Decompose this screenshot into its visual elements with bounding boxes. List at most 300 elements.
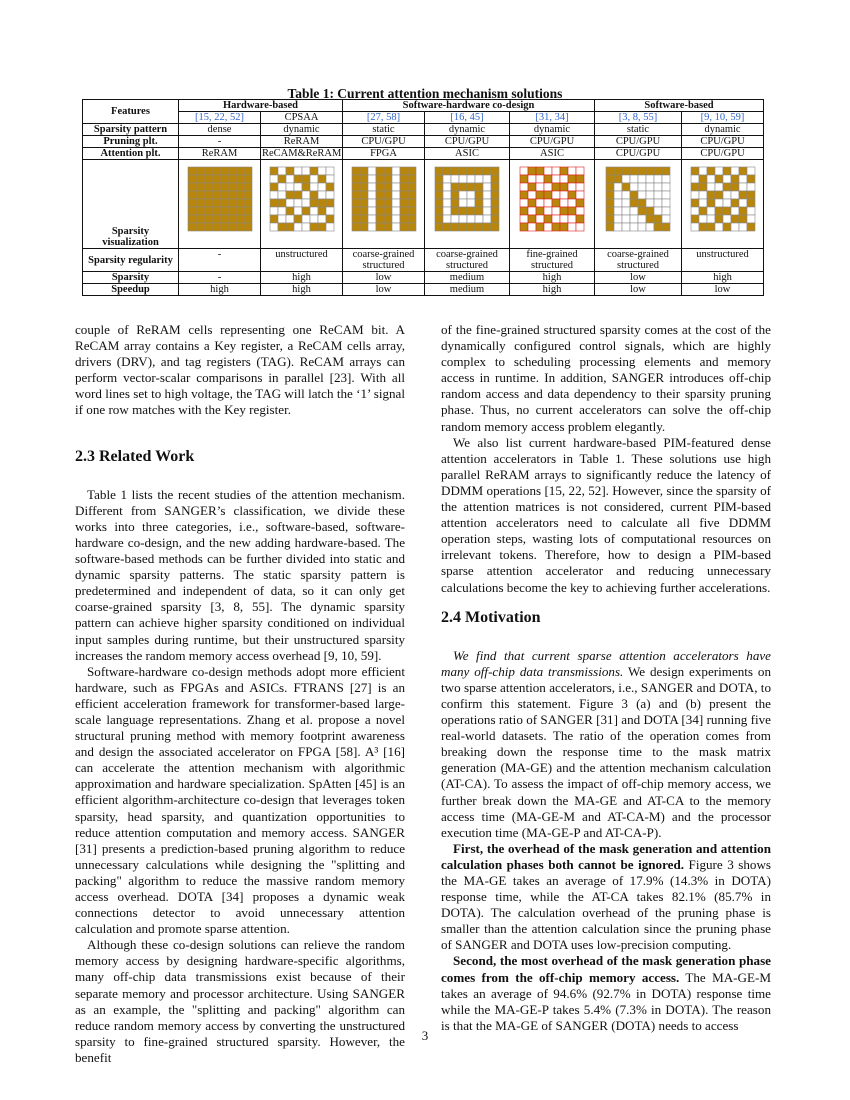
grid-cell-empty [536, 183, 544, 191]
table-cell: medium [425, 272, 510, 284]
grid-cell-filled [384, 207, 392, 215]
grid-cell-filled [528, 199, 536, 207]
table-cell: coarse-grained structured [343, 249, 425, 272]
grid-cell-empty [392, 191, 400, 199]
grid-cell-filled [408, 175, 416, 183]
grid-cell-filled [451, 223, 459, 231]
row-label: Sparsity [83, 272, 179, 284]
grid-cell-empty [318, 191, 326, 199]
grid-cell-empty [576, 191, 584, 199]
grid-cell-empty [568, 199, 576, 207]
grid-cell-empty [520, 183, 528, 191]
grid-cell-empty [576, 223, 584, 231]
grid-cell-filled [236, 207, 244, 215]
grid-cell-empty [270, 191, 278, 199]
grid-cell-filled [739, 191, 747, 199]
table-row [83, 124, 764, 136]
grid-cell-filled [699, 175, 707, 183]
table-cell: FPGA [343, 148, 425, 160]
grid-cell-empty [568, 183, 576, 191]
grid-cell-empty [723, 215, 731, 223]
grid-cell-filled [212, 191, 220, 199]
grid-cell-empty [326, 175, 334, 183]
grid-cell-empty [654, 175, 662, 183]
grid-cell-empty [392, 199, 400, 207]
grid-cell-filled [196, 175, 204, 183]
grid-cell-empty [392, 207, 400, 215]
table-cell: ASIC [425, 148, 510, 160]
grid-cell-filled [638, 207, 646, 215]
grid-cell-empty [614, 223, 622, 231]
grid-cell-empty [552, 191, 560, 199]
grid-cell-empty [310, 207, 318, 215]
grid-cell-filled [196, 167, 204, 175]
grid-cell-filled [196, 223, 204, 231]
grid-cell-filled [376, 215, 384, 223]
grid-cell-empty [552, 207, 560, 215]
grid-cell-empty [614, 199, 622, 207]
grid-cell-filled [459, 223, 467, 231]
grid-cell-empty [662, 191, 670, 199]
grid-cell-empty [443, 207, 451, 215]
grid-cell-empty [392, 167, 400, 175]
grid-cell-empty [475, 175, 483, 183]
table-title: Table 1: Current attention mechanism solutions [287, 86, 563, 101]
grid-cell-empty [739, 183, 747, 191]
grid-cell-empty [294, 223, 302, 231]
grid-cell-filled [196, 191, 204, 199]
grid-cell-empty [270, 207, 278, 215]
grid-cell-empty [392, 183, 400, 191]
grid-cell-empty [368, 199, 376, 207]
grid-cell-filled [739, 167, 747, 175]
sparsity-grid-dense [187, 166, 253, 232]
grid-cell-empty [368, 183, 376, 191]
table-cell: CPU/GPU [595, 136, 682, 148]
grid-cell-filled [475, 191, 483, 199]
grid-cell-empty [646, 199, 654, 207]
grid-cell-filled [606, 199, 614, 207]
grid-cell-filled [270, 199, 278, 207]
sparsity-grid-frame [434, 166, 500, 232]
grid-cell-filled [204, 215, 212, 223]
grid-cell-empty [536, 215, 544, 223]
grid-cell-filled [715, 215, 723, 223]
table-cell: static [595, 124, 682, 136]
paragraph [441, 953, 771, 1033]
grid-cell-empty [368, 223, 376, 231]
grid-cell-filled [491, 207, 499, 215]
grid-cell-empty [286, 183, 294, 191]
grid-cell-filled [408, 215, 416, 223]
table-cell: CPU/GPU [682, 148, 764, 160]
viz-cell [343, 160, 425, 249]
grid-cell-filled [528, 215, 536, 223]
grid-cell-empty [483, 207, 491, 215]
grid-cell-empty [294, 183, 302, 191]
grid-cell-filled [646, 167, 654, 175]
grid-cell-filled [459, 167, 467, 175]
grid-cell-filled [560, 167, 568, 175]
grid-cell-filled [691, 167, 699, 175]
grid-cell-filled [435, 191, 443, 199]
table-cell: high [510, 272, 595, 284]
grid-cell-filled [435, 175, 443, 183]
grid-cell-empty [520, 215, 528, 223]
grid-cell-filled [188, 223, 196, 231]
grid-cell-filled [236, 175, 244, 183]
grid-cell-filled [614, 175, 622, 183]
grid-cell-empty [715, 199, 723, 207]
grid-cell-filled [278, 223, 286, 231]
grid-cell-filled [278, 199, 286, 207]
grid-cell-filled [220, 223, 228, 231]
table-cell: medium [425, 284, 510, 296]
grid-cell-filled [310, 191, 318, 199]
grid-cell-filled [220, 167, 228, 175]
grid-cell-filled [244, 183, 252, 191]
grid-cell-empty [483, 215, 491, 223]
grid-cell-filled [408, 167, 416, 175]
grid-cell-filled [707, 223, 715, 231]
grid-cell-filled [520, 175, 528, 183]
grid-cell-empty [528, 175, 536, 183]
grid-cell-filled [236, 215, 244, 223]
grid-cell-filled [699, 223, 707, 231]
grid-cell-filled [630, 191, 638, 199]
row-label: Pruning plt. [83, 136, 179, 148]
grid-cell-empty [731, 191, 739, 199]
table-cell: dynamic [510, 124, 595, 136]
grid-cell-filled [408, 183, 416, 191]
grid-cell-filled [376, 175, 384, 183]
grid-cell-empty [747, 183, 755, 191]
grid-cell-filled [244, 215, 252, 223]
grid-cell-empty [310, 183, 318, 191]
grid-cell-empty [302, 223, 310, 231]
grid-cell-filled [435, 207, 443, 215]
grid-cell-empty [310, 215, 318, 223]
grid-cell-filled [228, 183, 236, 191]
grid-cell-filled [302, 175, 310, 183]
group-header: Software-hardware co-design [343, 100, 595, 112]
column-header[interactable]: [9, 10, 59] [682, 112, 764, 124]
grid-cell-filled [662, 223, 670, 231]
grid-cell-empty [326, 167, 334, 175]
grid-cell-empty [368, 215, 376, 223]
grid-cell-filled [352, 175, 360, 183]
grid-cell-filled [286, 167, 294, 175]
grid-cell-filled [638, 199, 646, 207]
grid-cell-empty [392, 215, 400, 223]
grid-cell-empty [368, 207, 376, 215]
grid-cell-filled [451, 199, 459, 207]
grid-cell-empty [731, 223, 739, 231]
grid-cell-filled [723, 223, 731, 231]
grid-cell-empty [459, 215, 467, 223]
sparsity-grid-unstructured [269, 166, 335, 232]
grid-cell-empty [731, 167, 739, 175]
grid-cell-empty [318, 215, 326, 223]
grid-cell-empty [483, 175, 491, 183]
grid-cell-empty [459, 175, 467, 183]
group-header: Hardware-based [179, 100, 343, 112]
grid-cell-empty [286, 199, 294, 207]
grid-cell-empty [544, 199, 552, 207]
grid-cell-filled [544, 215, 552, 223]
grid-cell-filled [459, 207, 467, 215]
grid-cell-empty [707, 175, 715, 183]
paragraph: of the fine-grained structured sparsity comes at the cost of the dynamically configured control signals, which are highly complex to scheduling processing elements and memory access in runtime. In addition, SANGER introduces off-chip random access and data dependency to their sparsity pruning phase. Thus, no current accelerators can solve the off-chip random memory access problem elegantly. [441, 322, 771, 434]
grid-cell-filled [528, 167, 536, 175]
table-cell: ASIC [510, 148, 595, 160]
grid-cell-filled [606, 207, 614, 215]
grid-cell-filled [228, 167, 236, 175]
grid-cell-filled [188, 175, 196, 183]
grid-cell-filled [699, 207, 707, 215]
table-cell: ReRAM [179, 148, 261, 160]
grid-cell-empty [654, 183, 662, 191]
grid-cell-empty [622, 207, 630, 215]
grid-cell-empty [278, 167, 286, 175]
grid-cell-empty [638, 175, 646, 183]
grid-cell-filled [443, 167, 451, 175]
grid-cell-filled [491, 223, 499, 231]
grid-cell-empty [646, 183, 654, 191]
table-cell: high [179, 284, 261, 296]
grid-cell-filled [204, 167, 212, 175]
grid-cell-filled [196, 183, 204, 191]
grid-cell-filled [568, 207, 576, 215]
grid-cell-filled [408, 223, 416, 231]
table-cell: low [595, 272, 682, 284]
grid-cell-empty [715, 223, 723, 231]
grid-cell-filled [606, 223, 614, 231]
grid-cell-empty [614, 183, 622, 191]
column-header[interactable]: [16, 45] [425, 112, 510, 124]
grid-cell-filled [196, 207, 204, 215]
grid-cell-empty [707, 183, 715, 191]
grid-cell-filled [236, 167, 244, 175]
grid-cell-filled [220, 215, 228, 223]
grid-cell-filled [212, 199, 220, 207]
column-header[interactable]: [31, 34] [510, 112, 595, 124]
grid-cell-filled [244, 175, 252, 183]
grid-cell-filled [491, 183, 499, 191]
grid-cell-filled [352, 223, 360, 231]
grid-cell-empty [392, 223, 400, 231]
grid-cell-filled [400, 199, 408, 207]
grid-cell-filled [723, 207, 731, 215]
grid-cell-filled [707, 199, 715, 207]
grid-cell-filled [228, 223, 236, 231]
grid-cell-empty [691, 175, 699, 183]
grid-cell-filled [384, 191, 392, 199]
grid-cell-filled [731, 183, 739, 191]
grid-cell-filled [475, 199, 483, 207]
grid-cell-filled [747, 175, 755, 183]
table-cell: CPU/GPU [682, 136, 764, 148]
grid-cell-filled [212, 215, 220, 223]
grid-cell-empty [646, 175, 654, 183]
grid-cell-filled [606, 215, 614, 223]
grid-cell-empty [302, 167, 310, 175]
table-row [83, 160, 764, 249]
table-row [83, 148, 764, 160]
grid-cell-filled [576, 199, 584, 207]
grid-cell-filled [491, 191, 499, 199]
grid-cell-empty [747, 167, 755, 175]
grid-cell-filled [622, 183, 630, 191]
grid-cell-empty [278, 191, 286, 199]
grid-cell-empty [443, 199, 451, 207]
grid-cell-empty [459, 199, 467, 207]
grid-cell-filled [384, 175, 392, 183]
row-label: Attention plt. [83, 148, 179, 160]
table-cell: CPU/GPU [510, 136, 595, 148]
grid-cell-empty [654, 191, 662, 199]
table-cell: high [261, 284, 343, 296]
grid-cell-empty [630, 175, 638, 183]
grid-cell-filled [467, 183, 475, 191]
grid-cell-filled [384, 183, 392, 191]
table-cell: low [343, 284, 425, 296]
grid-cell-filled [731, 175, 739, 183]
grid-cell-filled [360, 223, 368, 231]
grid-cell-empty [443, 215, 451, 223]
table-cell: coarse-grained structured [425, 249, 510, 272]
grid-cell-empty [568, 167, 576, 175]
grid-cell-filled [606, 175, 614, 183]
table-cell: high [682, 272, 764, 284]
grid-cell-empty [654, 199, 662, 207]
grid-cell-filled [384, 167, 392, 175]
paragraph: Although these co-design solutions can relieve the random memory access by designing hardware-specific algorithms, many off-chip data transmissions exist because of their separate memory and processor architecture. Using SANGER as an example, the "splitting and packing" algorithm can reduce random memory access by converting the unstructured sparsity to fine-grained structured sparsity. However, the benefit [75, 937, 405, 1065]
grid-cell-filled [747, 199, 755, 207]
section-heading: 2.4 Motivation [441, 608, 541, 626]
grid-cell-empty [326, 223, 334, 231]
grid-cell-filled [606, 167, 614, 175]
grid-cell-filled [646, 207, 654, 215]
paragraph: couple of ReRAM cells representing one ReCAM bit. A ReCAM array contains a Key register, a ReCAM cells array, drivers (DRV), and tag registers (TAG). ReCAM arrays can perform vector-scalar comparisons in parallel [23]. With all word lines set to high voltage, the TAG will latch the ‘1’ signal if one row matches with the Key register. [75, 322, 405, 418]
grid-cell-empty [310, 175, 318, 183]
grid-cell-empty [544, 223, 552, 231]
grid-cell-filled [360, 183, 368, 191]
sparsity-grid-unstructured-2 [690, 166, 756, 232]
grid-cell-filled [475, 207, 483, 215]
grid-cell-filled [560, 183, 568, 191]
grid-cell-filled [400, 215, 408, 223]
table-cell: - [179, 136, 261, 148]
grid-cell-filled [360, 207, 368, 215]
grid-cell-filled [691, 215, 699, 223]
italic-lead: We find that current sparse attention accelerators have many off-chip data transmissions. [441, 647, 771, 679]
column-header[interactable]: [27, 58] [343, 112, 425, 124]
grid-cell-filled [204, 207, 212, 215]
grid-cell-filled [188, 167, 196, 175]
grid-cell-empty [715, 167, 723, 175]
grid-cell-filled [188, 199, 196, 207]
section-heading: 2.3 Related Work [75, 447, 195, 465]
paragraph [441, 841, 771, 954]
grid-cell-filled [352, 199, 360, 207]
grid-cell-empty [286, 215, 294, 223]
grid-cell-empty [576, 167, 584, 175]
table-cell: CPU/GPU [595, 148, 682, 160]
grid-cell-filled [691, 199, 699, 207]
grid-cell-empty [294, 167, 302, 175]
grid-cell-filled [483, 167, 491, 175]
grid-cell-filled [520, 223, 528, 231]
table-row [83, 249, 764, 272]
grid-cell-filled [318, 175, 326, 183]
grid-cell-empty [467, 199, 475, 207]
grid-cell-filled [654, 215, 662, 223]
grid-cell-filled [520, 191, 528, 199]
grid-cell-filled [188, 191, 196, 199]
grid-cell-filled [220, 183, 228, 191]
table-cell: static [343, 124, 425, 136]
grid-cell-empty [302, 215, 310, 223]
grid-cell-empty [638, 223, 646, 231]
viz-cell [510, 160, 595, 249]
grid-cell-filled [188, 183, 196, 191]
grid-cell-filled [286, 223, 294, 231]
grid-cell-empty [326, 191, 334, 199]
table-cell: unstructured [682, 249, 764, 272]
grid-cell-filled [228, 215, 236, 223]
row-label: Sparsity regularity [83, 249, 179, 272]
grid-cell-filled [654, 167, 662, 175]
grid-cell-filled [204, 175, 212, 183]
grid-cell-empty [443, 183, 451, 191]
grid-cell-empty [294, 207, 302, 215]
grid-cell-filled [451, 191, 459, 199]
grid-cell-empty [552, 167, 560, 175]
grid-cell-filled [196, 199, 204, 207]
grid-cell-filled [451, 167, 459, 175]
grid-cell-empty [544, 207, 552, 215]
table-row [83, 284, 764, 296]
grid-cell-filled [630, 167, 638, 175]
grid-cell-filled [747, 191, 755, 199]
grid-cell-empty [739, 175, 747, 183]
grid-cell-empty [747, 215, 755, 223]
grid-cell-filled [715, 175, 723, 183]
grid-cell-filled [236, 223, 244, 231]
table-cell: dynamic [682, 124, 764, 136]
grid-cell-filled [435, 215, 443, 223]
grid-cell-filled [220, 199, 228, 207]
column-header[interactable]: [15, 22, 52] [179, 112, 261, 124]
column-header[interactable]: [3, 8, 55] [595, 112, 682, 124]
grid-cell-empty [622, 199, 630, 207]
table-cell: - [179, 272, 261, 284]
grid-cell-filled [360, 191, 368, 199]
table-cell: CPU/GPU [343, 136, 425, 148]
grid-cell-filled [318, 207, 326, 215]
grid-cell-filled [244, 167, 252, 175]
grid-cell-empty [630, 183, 638, 191]
grid-cell-empty [467, 215, 475, 223]
grid-cell-filled [244, 223, 252, 231]
grid-cell-empty [691, 223, 699, 231]
grid-cell-filled [270, 167, 278, 175]
grid-cell-empty [520, 199, 528, 207]
grid-cell-filled [451, 183, 459, 191]
grid-cell-empty [723, 191, 731, 199]
grid-cell-filled [204, 191, 212, 199]
